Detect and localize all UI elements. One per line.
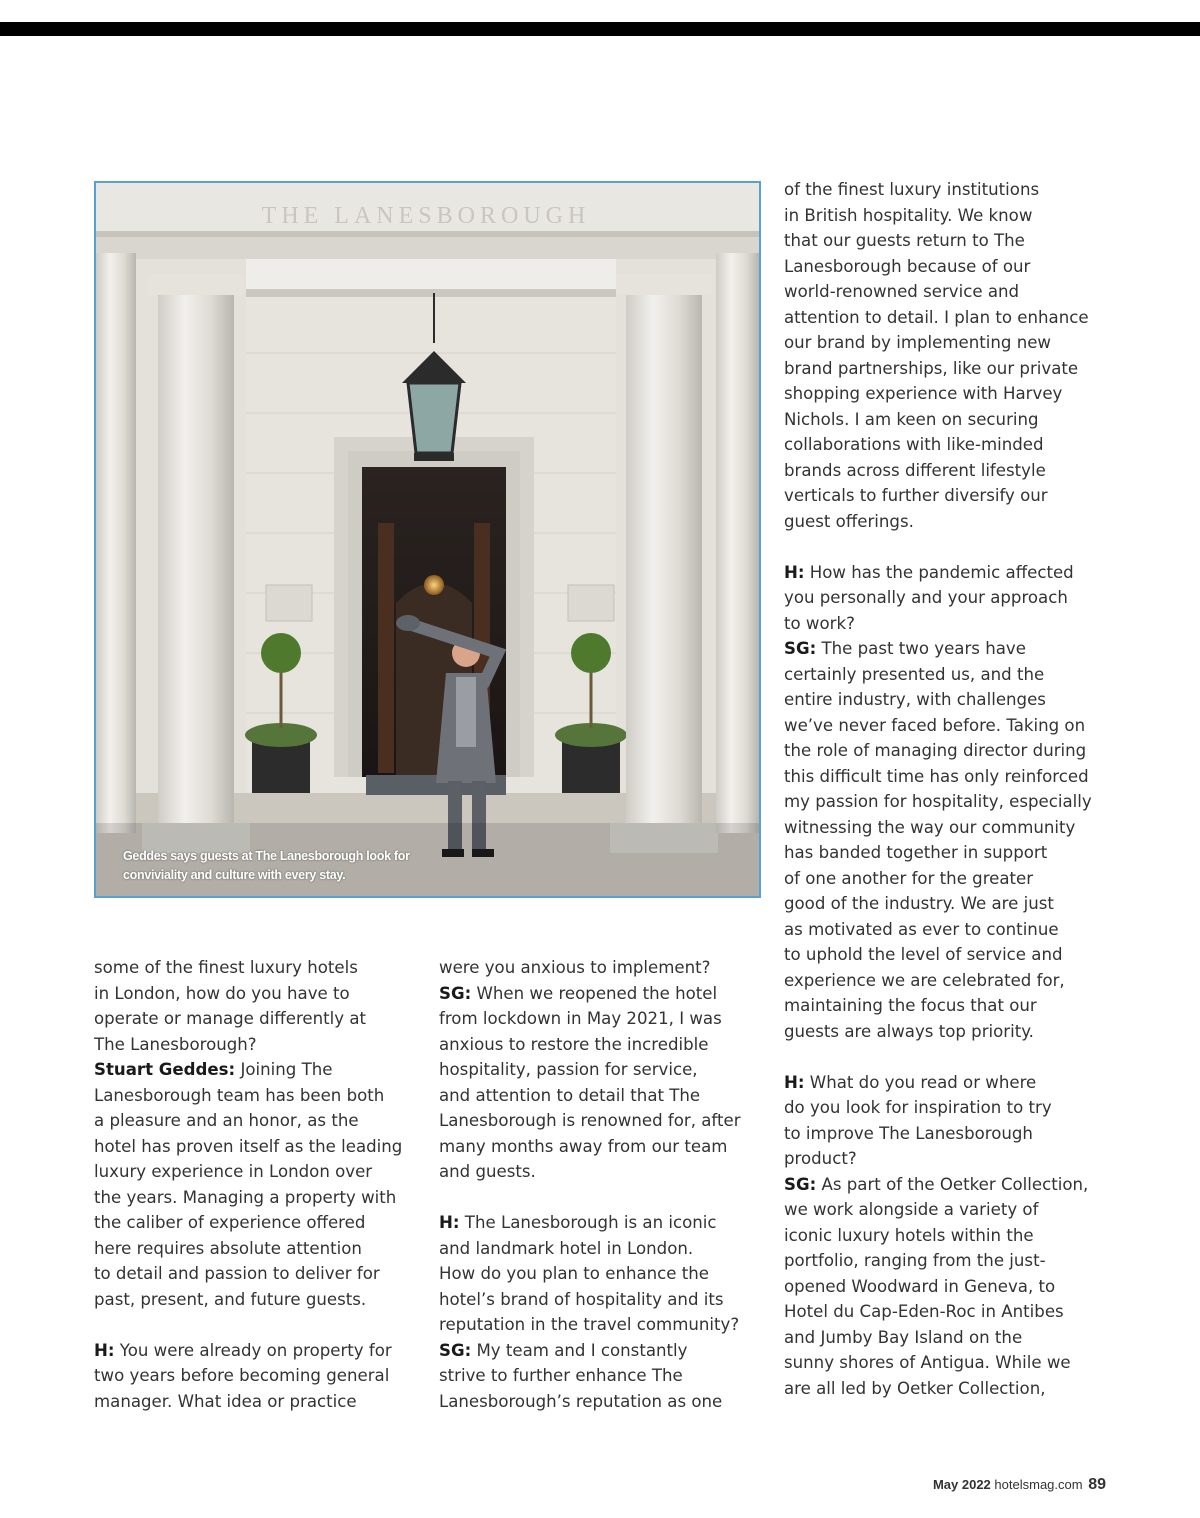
text-line: product? xyxy=(784,1149,857,1168)
text-line: that our guests return to The xyxy=(784,231,1025,250)
speaker-label: SG: xyxy=(439,1340,472,1360)
text-line: and Jumby Bay Island on the xyxy=(784,1327,1023,1347)
text-line: and attention to detail that The xyxy=(439,1085,701,1105)
text-line: hospitality, passion for service, xyxy=(439,1060,698,1079)
text-line: our brand by implementing new xyxy=(784,333,1051,352)
text-line: How do you plan to enhance the xyxy=(439,1264,710,1283)
text-line: witnessing the way our community xyxy=(784,817,1076,837)
text-line: maintaining the focus that our xyxy=(784,996,1037,1015)
text-line: hotel’s brand of hospitality and its xyxy=(439,1289,724,1309)
article-column-1 xyxy=(94,955,402,1414)
speaker-label: Stuart Geddes: xyxy=(94,1060,236,1079)
text-line: guest offerings. xyxy=(784,511,914,531)
text-line: we’ve never faced before. Taking on xyxy=(784,715,1086,735)
text-line: Lanesborough is renowned for, after xyxy=(439,1111,741,1130)
speaker-label: SG: xyxy=(784,1174,817,1194)
speaker-label: H: xyxy=(784,1072,805,1092)
text-line: reputation in the travel community? xyxy=(439,1315,740,1334)
engraved-hotel-name: THE LANESBOROUGH xyxy=(261,203,591,229)
text-line: two years before becoming general xyxy=(94,1366,390,1385)
paragraph-gap xyxy=(784,1044,1092,1070)
text-line: do you look for inspiration to try xyxy=(784,1098,1052,1117)
article-column-2 xyxy=(439,955,741,1414)
paragraph-gap xyxy=(439,1185,741,1211)
text-line: to improve The Lanesborough xyxy=(784,1123,1033,1143)
speaker-label: H: xyxy=(439,1213,460,1232)
paragraph-gap xyxy=(784,534,1092,560)
question-line: H: How has the pandemic affected xyxy=(784,562,1074,582)
answer-line: SG: When we reopened the hotel xyxy=(439,983,718,1003)
text-line: shopping experience with Harvey xyxy=(784,384,1063,403)
text-line: hotel has proven itself as the leading xyxy=(94,1136,403,1156)
text-line: the years. Managing a property with xyxy=(94,1187,397,1207)
text-line: has banded together in support xyxy=(784,843,1048,862)
text-line: here requires absolute attention xyxy=(94,1238,362,1258)
text-line: from lockdown in May 2021, I was xyxy=(439,1009,722,1028)
text-line: of the finest luxury institutions xyxy=(784,180,1040,199)
text-line: in London, how do you have to xyxy=(94,983,350,1003)
text-line: Hotel du Cap-Eden-Roc in Antibes xyxy=(784,1302,1064,1321)
text-line: world-renowned service and xyxy=(784,282,1020,301)
text-line: verticals to further diversify our xyxy=(784,486,1048,505)
text-line: past, present, and future guests. xyxy=(94,1289,367,1309)
text-line: Lanesborough’s reputation as one xyxy=(439,1391,723,1411)
text-line: Nichols. I am keen on securing xyxy=(784,409,1039,429)
text-line: sunny shores of Antigua. While we xyxy=(784,1353,1071,1372)
caption-line: conviviality and culture with every stay. xyxy=(123,868,346,882)
text-line: and landmark hotel in London. xyxy=(439,1238,694,1258)
text-line: to uphold the level of service and xyxy=(784,945,1063,964)
caption-line: Geddes says guests at The Lanesborough look for xyxy=(123,849,410,863)
issue-date: May 2022 xyxy=(932,1477,991,1492)
article-column-3 xyxy=(784,177,1092,1401)
text-line: to work? xyxy=(784,613,855,633)
text-line: this difficult time has only reinforced xyxy=(784,766,1089,786)
photo-caption xyxy=(123,847,453,885)
hotel-entrance-photo xyxy=(94,181,761,898)
text-line: iconic luxury hotels within the xyxy=(784,1225,1034,1245)
top-rule xyxy=(0,22,1200,36)
text-line: The Lanesborough? xyxy=(94,1034,257,1054)
text-line: operate or manage differently at xyxy=(94,1009,367,1028)
answer-line: SG: The past two years have xyxy=(784,639,1026,658)
paragraph-gap xyxy=(94,1312,402,1338)
speaker-label: SG: xyxy=(439,983,472,1003)
text-line: as motivated as ever to continue xyxy=(784,919,1059,939)
answer-line: Stuart Geddes: Joining The xyxy=(94,1060,333,1079)
question-line: H: The Lanesborough is an iconic xyxy=(439,1213,717,1232)
text-line: my passion for hospitality, especially xyxy=(784,792,1092,811)
text-line: are all led by Oetker Collection, xyxy=(784,1378,1046,1398)
question-line: H: What do you read or where xyxy=(784,1072,1037,1092)
text-line: guests are always top priority. xyxy=(784,1021,1034,1041)
photo-illustration xyxy=(96,183,759,896)
text-line: and guests. xyxy=(439,1162,536,1181)
text-line: opened Woodward in Geneva, to xyxy=(784,1276,1056,1296)
text-line: manager. What idea or practice xyxy=(94,1391,357,1411)
text-line: many months away from our team xyxy=(439,1136,728,1156)
text-line: in British hospitality. We know xyxy=(784,205,1033,225)
answer-line: SG: As part of the Oetker Collection, xyxy=(784,1174,1089,1194)
text-line: entire industry, with challenges xyxy=(784,690,1046,709)
question-line: H: You were already on property for xyxy=(94,1340,392,1360)
text-line: Lanesborough because of our xyxy=(784,256,1031,276)
text-line: you personally and your approach xyxy=(784,588,1068,607)
text-line: strive to further enhance The xyxy=(439,1366,683,1385)
speaker-label: H: xyxy=(94,1340,115,1360)
answer-line: SG: My team and I constantly xyxy=(439,1340,688,1360)
text-line: good of the industry. We are just xyxy=(784,894,1054,913)
text-line: experience we are celebrated for, xyxy=(784,970,1065,990)
text-line: portfolio, ranging from the just- xyxy=(784,1251,1046,1270)
page-number: 89 xyxy=(1088,1476,1106,1493)
text-line: the caliber of experience offered xyxy=(94,1213,366,1232)
text-line: anxious to restore the incredible xyxy=(439,1034,709,1054)
text-line: attention to detail. I plan to enhance xyxy=(784,307,1089,327)
text-line: a pleasure and an honor, as the xyxy=(94,1111,359,1130)
text-line: to detail and passion to deliver for xyxy=(94,1264,380,1283)
speaker-label: H: xyxy=(784,562,805,582)
text-line: we work alongside a variety of xyxy=(784,1200,1039,1219)
page-footer xyxy=(933,1476,1106,1494)
speaker-label: SG: xyxy=(784,639,817,658)
text-line: collaborations with like-minded xyxy=(784,435,1044,454)
text-line: luxury experience in London over xyxy=(94,1162,373,1181)
text-line: brands across different lifestyle xyxy=(784,460,1046,480)
text-line: brand partnerships, like our private xyxy=(784,358,1079,378)
text-line: Lanesborough team has been both xyxy=(94,1085,385,1105)
text-line: the role of managing director during xyxy=(784,741,1087,760)
text-line: certainly presented us, and the xyxy=(784,664,1045,684)
site-link[interactable]: hotelsmag.com xyxy=(994,1477,1083,1492)
text-line: some of the finest luxury hotels xyxy=(94,958,358,977)
text-line: were you anxious to implement? xyxy=(439,958,711,977)
text-line: of one another for the greater xyxy=(784,868,1034,888)
